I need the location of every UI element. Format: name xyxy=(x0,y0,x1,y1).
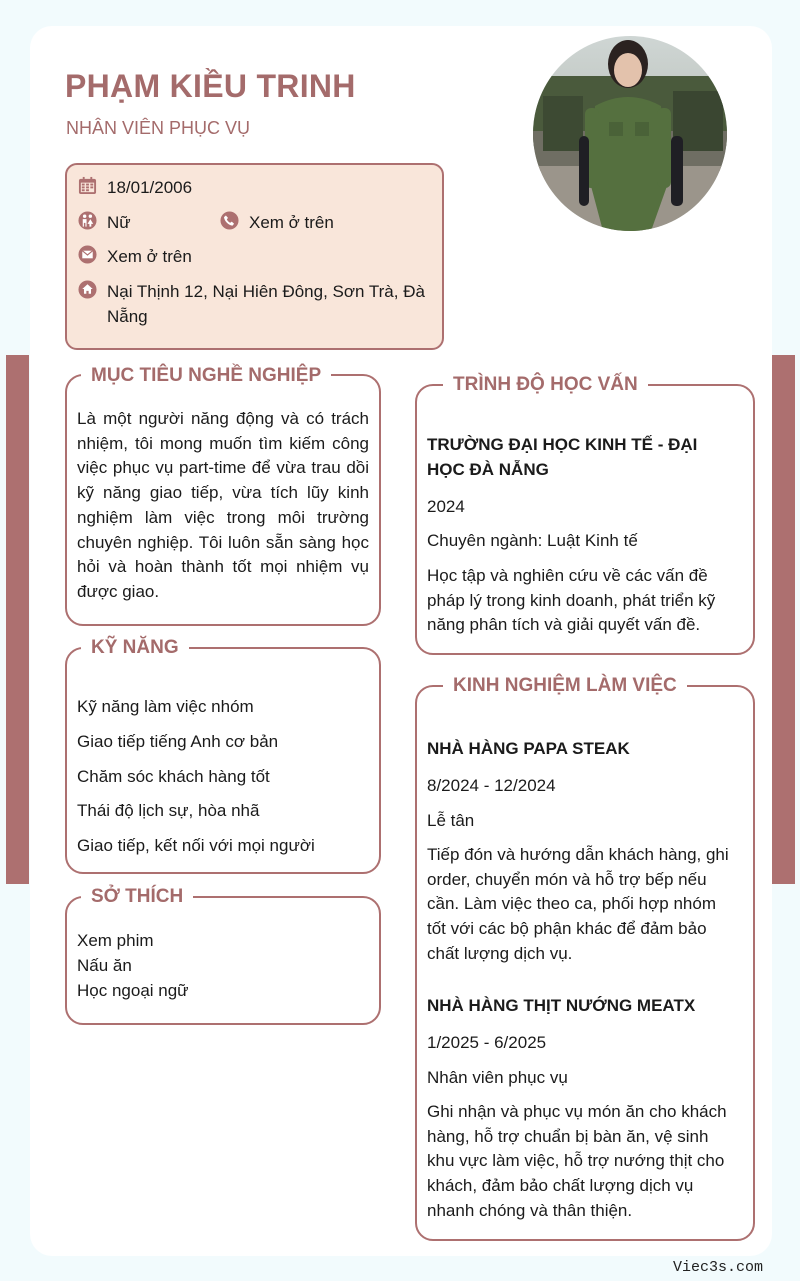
job-period: 1/2025 - 6/2025 xyxy=(427,1033,547,1052)
company-name: NHÀ HÀNG PAPA STEAK xyxy=(427,739,630,758)
calendar-icon xyxy=(78,176,97,195)
birthdate-value: 18/01/2006 xyxy=(107,178,193,197)
objective-title: MỤC TIÊU NGHỀ NGHIỆP xyxy=(81,364,331,388)
experience-title: KINH NGHIỆM LÀM VIỆC xyxy=(443,674,687,698)
skill-item: Giao tiếp tiếng Anh cơ bản xyxy=(77,732,279,751)
email-value: Xem ở trên xyxy=(107,247,192,266)
education-description: Học tập và nghiên cứu về các vấn đề pháp lý trong kinh doanh, phát triển kỹ năng phân tích và giải quyết vấn đề. xyxy=(427,566,716,635)
job-role: Nhân viên phục vụ xyxy=(427,1068,568,1087)
hobby-item: Xem phim xyxy=(77,931,154,950)
skills-title: KỸ NĂNG xyxy=(81,636,189,660)
candidate-name: PHẠM KIỀU TRINH xyxy=(65,68,356,104)
company-name: NHÀ HÀNG THỊT NƯỚNG MEATX xyxy=(427,996,696,1015)
phone-value: Xem ở trên xyxy=(249,213,334,232)
hobbies-title: SỞ THÍCH xyxy=(81,885,193,909)
skill-item: Kỹ năng làm việc nhóm xyxy=(77,697,254,716)
mail-icon xyxy=(78,245,97,264)
job-title: NHÂN VIÊN PHỤC VỤ xyxy=(66,118,251,138)
phone-icon xyxy=(220,211,239,230)
gender-icon xyxy=(78,211,97,230)
left-accent-band xyxy=(6,355,29,884)
skill-item: Giao tiếp, kết nối với mọi người xyxy=(77,836,315,855)
skill-item: Thái độ lịch sự, hòa nhã xyxy=(77,801,260,820)
education-title: TRÌNH ĐỘ HỌC VẤN xyxy=(443,373,648,397)
gender-value: Nữ xyxy=(107,213,131,232)
job-role: Lễ tân xyxy=(427,811,475,830)
education-year: 2024 xyxy=(427,497,465,516)
objective-text: Là một người năng động và có trách nhiệm, tôi mong muốn tìm kiếm công việc phục vụ part-time để vừa trau dồi kỹ năng giao tiếp, vừa tích lũy kinh nghiệm làm việc trong môi trường chuyên nghiệp. Tôi luôn sẵn sàng học hỏi và hoàn thành tốt mọi nhiệm vụ được giao. xyxy=(77,409,369,601)
hobby-item: Nấu ăn xyxy=(77,956,132,975)
home-icon xyxy=(78,280,97,299)
right-accent-band xyxy=(772,355,795,884)
job-period: 8/2024 - 12/2024 xyxy=(427,776,556,795)
school-name: TRƯỜNG ĐẠI HỌC KINH TẾ - ĐẠI HỌC ĐÀ NẴNG xyxy=(427,435,698,479)
education-major: Chuyên ngành: Luật Kinh tế xyxy=(427,531,638,550)
hobby-item: Học ngoại ngữ xyxy=(77,981,189,1000)
job-description: Tiếp đón và hướng dẫn khách hàng, ghi order, chuyển món và hỗ trợ bếp nếu cần. Làm việc theo ca, phối hợp nhóm tốt với các bộ phận khác để đảm bảo chất lượng dịch vụ. xyxy=(427,845,729,963)
site-watermark: Viec3s.com xyxy=(673,1259,764,1276)
profile-photo xyxy=(533,36,727,231)
address-value: Nại Thịnh 12, Nại Hiên Đông, Sơn Trà, Đà Nẵng xyxy=(107,282,425,326)
job-description: Ghi nhận và phục vụ món ăn cho khách hàng, hỗ trợ chuẩn bị bàn ăn, vệ sinh khu vực làm việc, hỗ trợ nướng thịt cho khách, đảm bảo chất lượng dịch vụ nhanh chóng và thân thiện. xyxy=(427,1102,727,1220)
skill-item: Chăm sóc khách hàng tốt xyxy=(77,767,270,786)
